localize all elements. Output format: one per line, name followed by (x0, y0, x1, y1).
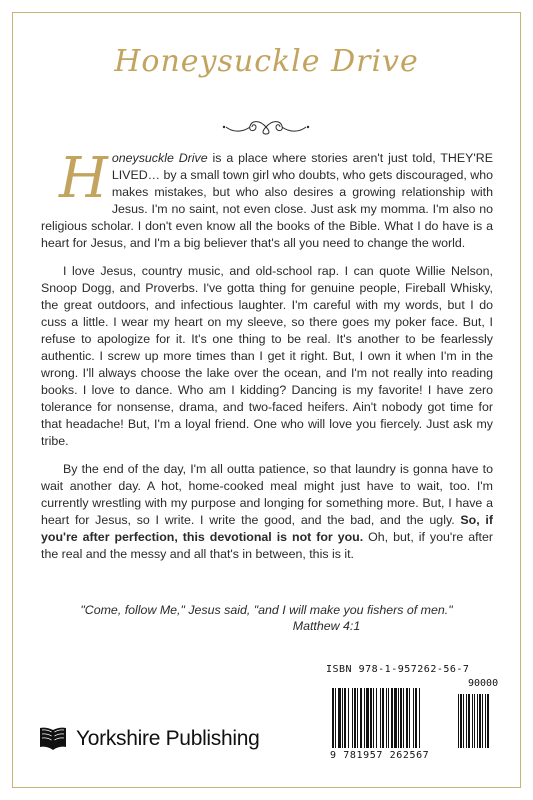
addon-bar (460, 694, 462, 748)
addon-bar (485, 694, 486, 748)
barcode-bar (400, 688, 402, 748)
quote-reference: Matthew 4:1 (292, 619, 361, 633)
barcode-bar (376, 688, 377, 748)
open-book-icon (38, 724, 68, 754)
barcode-bar (394, 688, 397, 748)
addon-bar (468, 694, 470, 748)
barcode-bar (338, 688, 341, 748)
barcode-bar (352, 688, 353, 748)
barcode-bar (348, 688, 349, 748)
blurb-paragraph-1 (41, 146, 493, 251)
barcode-bar (332, 688, 334, 748)
back-cover-blurb (41, 146, 494, 575)
barcode-bar (382, 688, 384, 748)
barcode-bar (342, 688, 343, 748)
drop-cap: H (59, 146, 108, 211)
barcode-bar (360, 688, 362, 748)
isbn-text: ISBN 978-1-957262-56-7 (326, 664, 470, 675)
addon-bar (474, 694, 475, 748)
addon-bar (482, 694, 483, 748)
addon-bar (463, 694, 464, 748)
barcode-bar (380, 688, 381, 748)
barcode-bars (330, 688, 506, 750)
barcode-bar (357, 688, 358, 748)
addon-bar (472, 694, 473, 748)
barcode-bar (409, 688, 410, 748)
addon-bar (487, 694, 489, 748)
paragraph-3-text-a: By the end of the day, I'm all outta patience, so that laundry is gonna have to wait another day. A hot, home-cooked meal might just have to wait, too. I'm currently wrestling with my purpose and longing for something more. But, I have a heart for Jesus, so I write. I write the good, and the bad, and the ugly. (41, 462, 493, 528)
scripture-quote (0, 602, 533, 634)
publisher-name: Yorkshire Publishing (76, 727, 260, 750)
barcode-bar (335, 688, 336, 748)
barcode-bar (413, 688, 414, 748)
barcode-bar (391, 688, 393, 748)
book-title: Honeysuckle Drive (114, 44, 419, 79)
barcode-bar (403, 688, 404, 748)
paragraph-1-text: is a place where stories aren't just told, THEY'RE LIVED… by a small town girl who doubts, who gets discouraged, who makes mistakes, but who also desires a growing relationship with Jesus. I'm no saint, not even close. Just ask my momma. I'm also no religious scholar. I don't even know all the books of the Bible. What I do have is a heart for Jesus, and I'm a big believer that's all you need to change the world. (41, 151, 493, 250)
barcode-bar (386, 688, 387, 748)
addon-bar (479, 694, 481, 748)
barcode-bar (370, 688, 372, 748)
barcode-bar (388, 688, 389, 748)
blurb-paragraph-2: I love Jesus, country music, and old-school rap. I can quote Willie Nelson, Snoop Dogg, and Proverbs. I've gotta thing for genuine people, Fireball Whisky, the great outdoors, and infectious laughter. I'm careful with my words, but I do cuss a little. I wear my heart on my sleeve, so there goes my poker face. But, I refuse to apologize for it. It's one thing to be real. It's another to be fearlessly authentic. I screw up more times than I get it right. But, I own it when I'm in the wrong. I'll always choose the lake over the ocean, and I'm not really into reading books. I love to dance. Who am I kidding? Dancing is my favorite! I have zero tolerance for nonsense, drama, and two-faced heifers. Ain't nobody got time for that headache! But, I'm a loyal friend. One who will love you fiercely. Just ask my tribe. (41, 264, 493, 448)
isbn-barcode (322, 664, 510, 776)
price-code: 90000 (468, 678, 499, 689)
blurb-paragraph-3 (41, 461, 493, 562)
title-italic: oneysuckle Drive (111, 151, 208, 165)
barcode-bar (364, 688, 365, 748)
barcode-digits: 9 781957 262567 (330, 750, 430, 761)
flourish-ornament-icon (216, 118, 316, 136)
barcode-bar (366, 688, 369, 748)
quote-text: "Come, follow Me," Jesus said, "and I will make you fishers of men." (80, 603, 453, 617)
addon-bar (477, 694, 478, 748)
barcode-bar (415, 688, 417, 748)
barcode-bar (354, 688, 356, 748)
addon-bar (466, 694, 467, 748)
barcode-bar (373, 688, 374, 748)
paragraph-3-text-b: Oh, but, if you're after the real and the messy and all that's in between, this is it. (41, 530, 494, 561)
addon-bar (458, 694, 459, 748)
barcode-bar (344, 688, 346, 748)
barcode-bar (419, 688, 420, 748)
barcode-bar (398, 688, 399, 748)
paragraph-3-bold: So, if you're after perfection, this devotional is not for you. (41, 513, 493, 545)
publisher-logo (38, 724, 260, 754)
barcode-bar (406, 688, 408, 748)
